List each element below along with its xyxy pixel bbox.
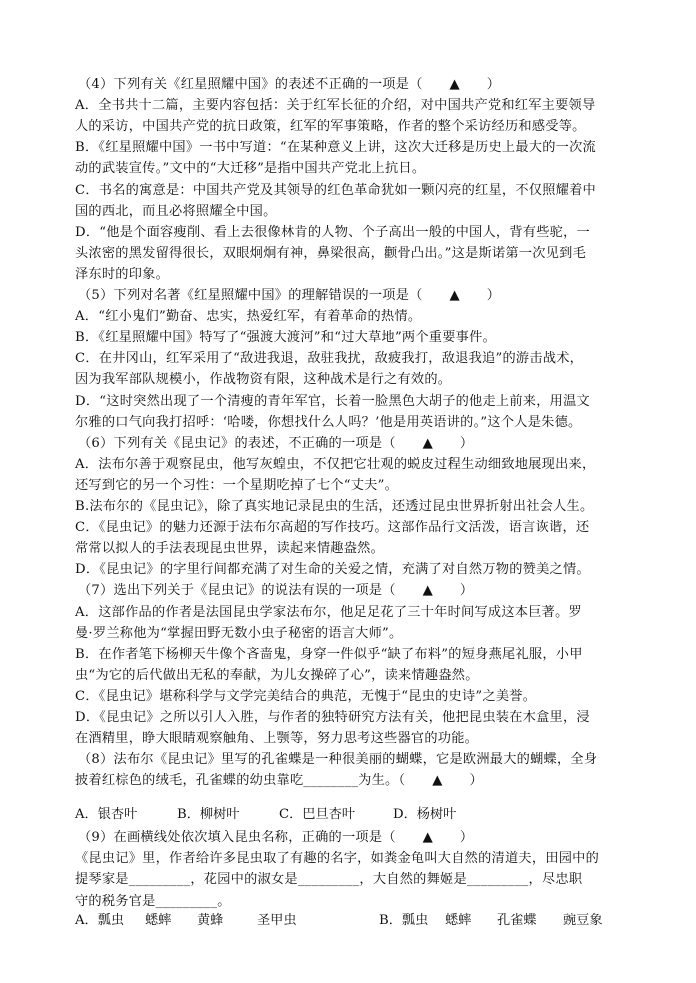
q8-option-b: B．柳树叶 xyxy=(177,807,240,822)
text-line: 虫“为它的后代做出无私的奉献，为儿女操碎了心”，读来情趣盎然。 xyxy=(75,667,479,683)
text-line: 提琴家是_________，花园中的淑女是_________，大自然的舞姬是_________，尽忠职 xyxy=(75,872,583,888)
q9-option-b-label: B．瓢虫 xyxy=(379,913,429,928)
question-stem: （8）法布尔《昆虫记》里写的孔雀蝶是一种很美丽的蝴蝶，它是欧洲最大的蝴蝶，全身 xyxy=(78,752,598,768)
question-stem: （7）选出下列关于《昆虫记》的说法有误的一项是（ ▲ ） xyxy=(78,583,474,599)
text-line: B．在作者笔下杨柳天牛像个吝啬鬼，身穿一件似乎“缺了布料”的短身燕尾礼服，小甲 xyxy=(75,646,583,662)
q9-option-a-label: A．瓢虫 xyxy=(75,913,125,928)
text-line: 在酒精里，睁大眼睛观察触角、上颚等，努力思考这些器官的功能。 xyxy=(75,731,479,747)
text-line: 《昆虫记》里，作者给许多昆虫取了有趣的名字，如粪金龟叫大自然的清道夫，田园中的 xyxy=(75,851,600,867)
q9-option-b-item: 蟋蟀 xyxy=(445,913,472,928)
text-line: 披着红棕色的绒毛，孔雀蝶的幼虫靠吃________为生。（ ▲ ） xyxy=(75,773,483,789)
question-stem: （5）下列对名著《红星照耀中国》的理解错误的一项是（ ▲ ） xyxy=(78,288,501,303)
q8-option-c: C．巴旦杏叶 xyxy=(279,807,356,822)
text-line: B．《红星照耀中国》特写了“强渡大渡河”和“过大草地”两个重要事件。 xyxy=(75,330,496,346)
text-line: 曼·罗兰称他为“掌握田野无数小虫子秘密的语言大师”。 xyxy=(75,625,403,641)
text-line: B．《红星照耀中国》一书中写道：“在某种意义上讲，这次大迁移是历史上最大的一次流 xyxy=(75,140,596,156)
q9-option-a-item: 黄蜂 xyxy=(197,913,224,928)
text-line: D．《昆虫记》之所以引人入胜，与作者的独特研究方法有关，他把昆虫装在木盒里，浸 xyxy=(75,710,590,725)
text-line: A．法布尔善于观察昆虫，他写灰蝗虫，不仅把它壮观的蜕皮过程生动细致地展现出来， xyxy=(75,456,596,472)
text-line: 国的西北，而且必将照耀全中国。 xyxy=(75,203,277,219)
q9-option-a-item: 圣甲虫 xyxy=(257,913,297,928)
text-line: 常常以拟人的手法表现昆虫世界，读起来情趣盎然。 xyxy=(75,541,385,557)
text-line: A．“红小鬼们”勤奋、忠实，热爱红军，有着革命的热情。 xyxy=(75,309,422,325)
text-line: 因为我军部队规模小，作战物资有限，这种战术是行之有效的。 xyxy=(75,372,452,388)
text-line: 还写到它的另一个习性：一个星期吃掉了七个“丈夫”。 xyxy=(75,477,399,493)
question-stem: （4）下列有关《红星照耀中国》的表述不正确的一项是（ ▲ ） xyxy=(78,77,501,92)
text-line: 守的税务官是_________。 xyxy=(75,893,231,909)
text-line: A．这部作品的作者是法国昆虫学家法布尔，他足足花了三十年时间写成这本巨著。罗 xyxy=(75,604,582,620)
text-line: 泽东时的印象。 xyxy=(75,266,170,282)
text-line: B.法布尔的《昆虫记》，除了真实地记录昆虫的生活，还透过昆虫世界折射出社会人生。 xyxy=(75,499,594,514)
q8-option-d: D．杨树叶 xyxy=(393,807,457,822)
question-stem: （6）下列有关《昆虫记》的表述，不正确的一项是（ ▲ ） xyxy=(78,435,474,451)
text-line: 尔雅的口气向我打招呼：‘哈喽，你想找什么人吗？’他是用英语讲的。”这个人是朱德。 xyxy=(75,414,582,430)
text-line: C．《昆虫记》堪称科学与文学完美结合的典范，无愧于“昆虫的史诗”之美誉。 xyxy=(75,688,537,704)
text-line: C．书名的寓意是：中国共产党及其领导的红色革命犹如一颗闪亮的红星，不仅照耀着中 xyxy=(75,182,596,198)
text-line: A．全书共十二篇，主要内容包括：关于红军长征的介绍，对中国共产党和红军主要领导 xyxy=(75,98,596,114)
text-line: D．“他是个面容瘦削、看上去很像林肯的人物、个子高出一般的中国人，背有些驼，一 xyxy=(75,224,590,240)
text-line: C．《昆虫记》的魅力还源于法布尔高超的写作技巧。这部作品行文活泼，语言诙谐，还 xyxy=(75,520,590,536)
question-stem: （9）在画横线处依次填入昆虫名称，正确的一项是（ ▲ ） xyxy=(78,830,474,845)
text-line: 动的武装宣传。”文中的“大迁移”是指中国共产党北上抗日。 xyxy=(75,161,426,177)
q9-option-b-item: 豌豆象 xyxy=(563,913,603,928)
text-line: C．在井冈山，红军采用了“敌进我退，敌驻我扰，敌疲我打，敌退我追”的游击战术， xyxy=(75,351,584,367)
text-line: 头浓密的黑发留得很长，双眼炯炯有神，鼻梁很高，颧骨凸出。”这是斯诺第一次见到毛 xyxy=(75,245,587,261)
text-line: D．“这时突然出现了一个清瘦的青年军官，长着一脸黑色大胡子的他走上前来，用温文 xyxy=(75,393,590,409)
text-line: 人的采访，中国共产党的抗日政策，红军的军事策略，作者的整个采访经历和感受等。 xyxy=(75,119,586,135)
q9-option-a-item: 蟋蟀 xyxy=(145,913,172,928)
q9-option-b-item: 孔雀蝶 xyxy=(497,913,537,928)
text-line: D．《昆虫记》的字里行间都充满了对生命的关爱之情，充满了对自然万物的赞美之情。 xyxy=(75,562,590,578)
q8-option-a: A．银杏叶 xyxy=(75,807,138,822)
